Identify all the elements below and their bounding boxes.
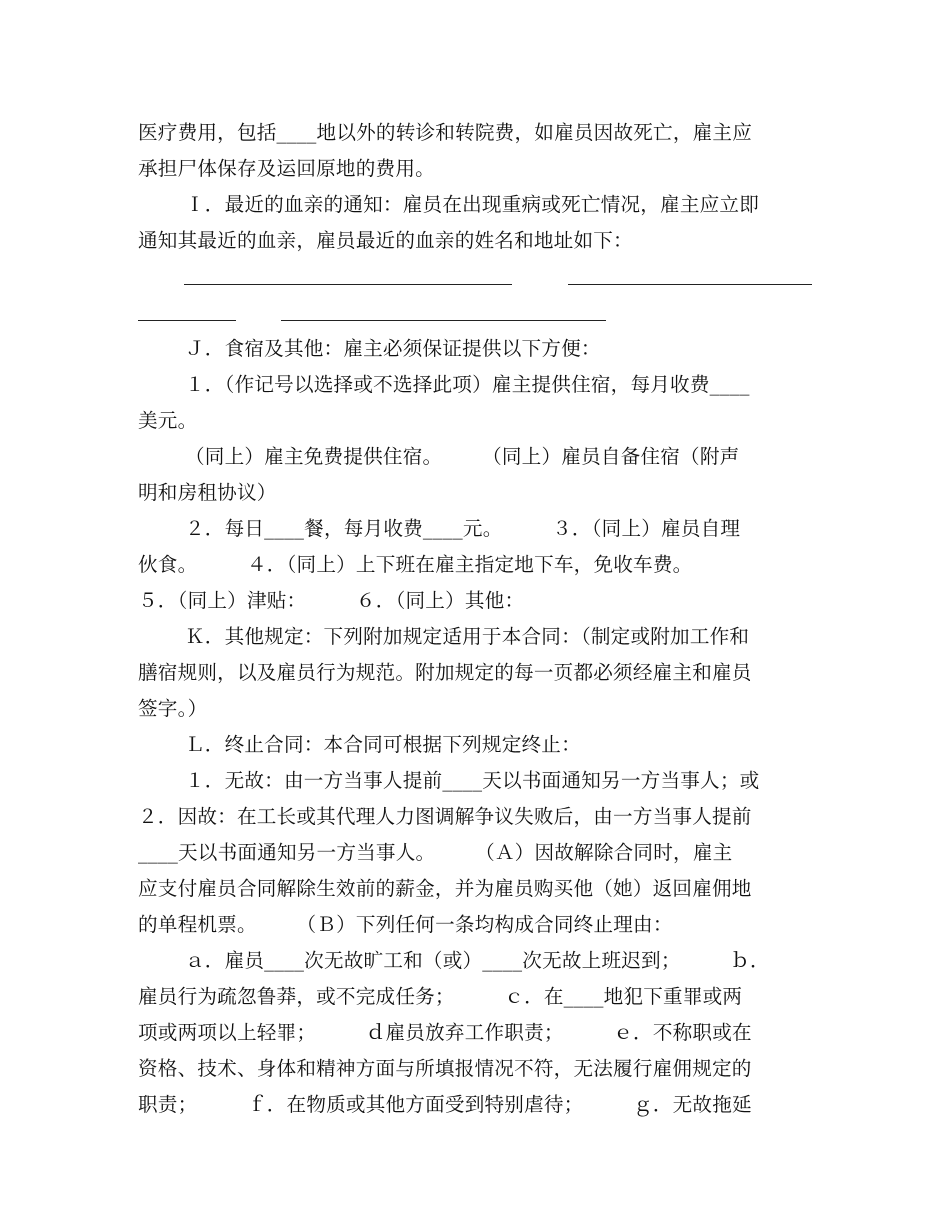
blank-line xyxy=(281,320,606,321)
paragraph-line: １．（作记号以选择或不选择此项）雇主提供住宿，每月收费____ xyxy=(185,373,750,396)
paragraph-line: 项或两项以上轻罪； ｄ雇员放弃工作职责； ｅ．不称职或在 xyxy=(138,1021,752,1044)
paragraph-line: 通知其最近的血亲，雇员最近的血亲的姓名和地址如下： xyxy=(138,229,633,252)
paragraph-line: ____天以书面通知另一方当事人。 （Ａ）因故解除合同时，雇主 xyxy=(138,841,733,864)
paragraph-line: ２．每日____餐，每月收费____元。 ３．（同上）雇员自理 xyxy=(185,517,741,540)
paragraph-line: Ｋ．其他规定：下列附加规定适用于本合同：（制定或附加工作和 xyxy=(185,625,750,648)
paragraph-line: Ｌ．终止合同：本合同可根据下列规定终止： xyxy=(185,733,581,756)
blank-line xyxy=(138,320,236,321)
paragraph-line: ａ．雇员____次无故旷工和（或）____次无故上班迟到； ｂ． xyxy=(185,949,770,972)
paragraph-line: 应支付雇员合同解除生效前的薪金，并为雇员购买他（她）返回雇佣地 xyxy=(138,877,752,900)
paragraph-line: 签字。） xyxy=(138,697,208,720)
paragraph-line: 雇员行为疏忽鲁莽，或不完成任务； ｃ．在____地犯下重罪或两 xyxy=(138,985,743,1008)
paragraph-line: 职责； ｆ．在物质或其他方面受到特别虐待； ｇ．无故拖延 xyxy=(138,1093,752,1116)
blank-line xyxy=(568,284,812,285)
paragraph-line: 膳宿规则，以及雇员行为规范。附加规定的每一页都必须经雇主和雇员 xyxy=(138,661,752,684)
paragraph-line: 医疗费用，包括____地以外的转诊和转院费，如雇员因故死亡，雇主应 xyxy=(138,121,753,144)
paragraph-line: 资格、技术、身体和精神方面与所填报情况不符，无法履行雇佣规定的 xyxy=(138,1057,752,1080)
paragraph-line: １．无故：由一方当事人提前____天以书面通知另一方当事人；或 xyxy=(185,769,760,792)
paragraph-line: ５．（同上）津贴： ６．（同上）其他： xyxy=(138,589,525,612)
paragraph-line: （同上）雇主免费提供住宿。 （同上）雇员自备住宿（附声 xyxy=(185,445,740,468)
blank-line xyxy=(184,284,512,285)
paragraph-line: ２．因故：在工长或其代理人力图调解争议失败后，由一方当事人提前 xyxy=(138,805,752,828)
paragraph-line: 承担尸体保存及运回原地的费用。 xyxy=(138,157,435,180)
paragraph-line: 伙食。 ４．（同上）上下班在雇主指定地下车，免收车费。 xyxy=(138,553,693,576)
paragraph-line: 的单程机票。 （Ｂ）下列任何一条均构成合同终止理由： xyxy=(138,913,673,936)
paragraph-line: 明和房租协议） xyxy=(138,481,277,504)
paragraph-line: Ｊ．食宿及其他：雇主必须保证提供以下方便： xyxy=(185,337,601,360)
paragraph-line: Ｉ．最近的血亲的通知：雇员在出现重病或死亡情况，雇主应立即 xyxy=(185,193,760,216)
paragraph-line: 美元。 xyxy=(138,409,198,432)
